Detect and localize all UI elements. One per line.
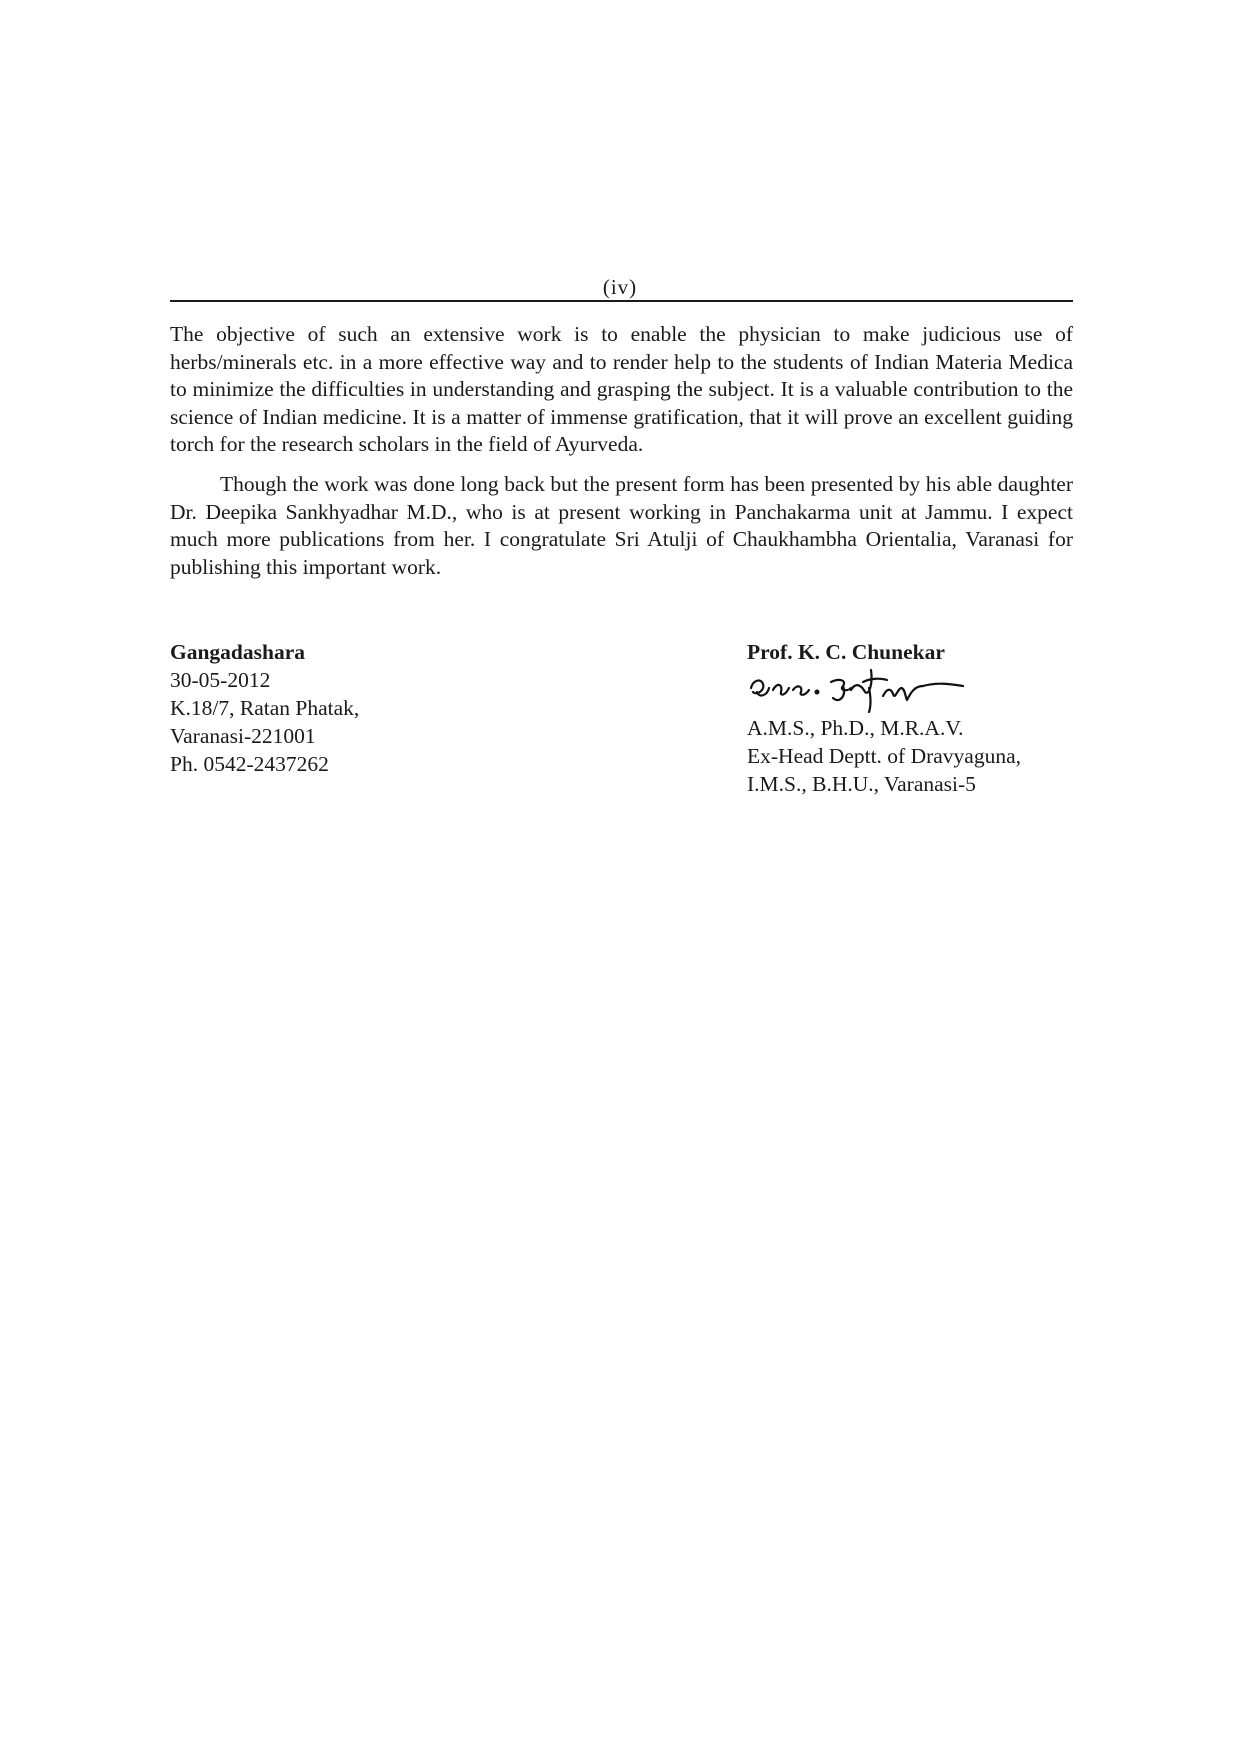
- handwritten-signature-icon: [747, 666, 1007, 714]
- address-line-1: K.18/7, Ratan Phatak,: [170, 696, 360, 720]
- qualifications: A.M.S., Ph.D., M.R.A.V.: [747, 716, 964, 740]
- author-position: Ex-Head Deptt. of Dravyaguna,: [747, 744, 1022, 768]
- paragraph: Though the work was done long back but the present form has been presented by his able daughter Dr. Deepika Sankhyadhar M.D., who is at present working in Panchakarma unit at Jammu. I expect much more publications from her. I congratulate Sri Atulji of Chaukhambha Orientalia, Varanasi for publishing this important work.: [170, 471, 1073, 579]
- page-number: (iv): [602, 275, 638, 299]
- paragraph: The objective of such an extensive work is to enable the physician to make judicious use of herbs/minerals etc. in a more effective way and to render help to the students of Indian Materia Medica to minimize the difficulties in understanding and grasping the subject. It is a valuable contribution to the science of Indian medicine. It is a matter of immense gratification, that it will prove an excellent guiding torch for the research scholars in the field of Ayurveda.: [170, 322, 1073, 457]
- place-name: Gangadashara: [170, 640, 306, 664]
- sender-address-block: [170, 638, 590, 778]
- phone-number: Ph. 0542-2437262: [170, 752, 329, 776]
- author-signature-block: [747, 638, 1077, 798]
- date: 30-05-2012: [170, 668, 271, 692]
- author-name: Prof. K. C. Chunekar: [747, 640, 945, 664]
- foreword-body: [170, 321, 1073, 581]
- address-line-2: Varanasi-221001: [170, 724, 316, 748]
- author-institution: I.M.S., B.H.U., Varanasi-5: [747, 772, 976, 796]
- header-rule: [170, 300, 1073, 302]
